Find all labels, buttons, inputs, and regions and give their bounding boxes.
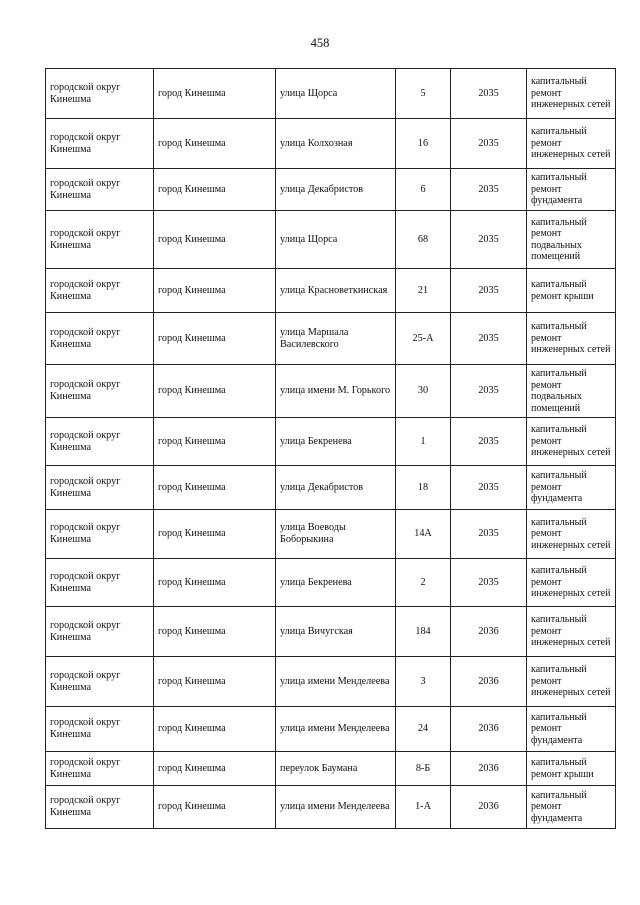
street-cell: улица Щорса — [276, 211, 396, 269]
municipal-district-cell: городской округ Кинешма — [46, 786, 154, 829]
municipal-district-cell: городской округ Кинешма — [46, 752, 154, 786]
work-type-cell: капитальный ремонт инженерных сетей — [527, 510, 616, 559]
table-body — [46, 69, 616, 829]
work-type-cell: капитальный ремонт фундамента — [527, 786, 616, 829]
table-row — [46, 211, 616, 269]
settlement-cell: город Кинешма — [154, 69, 276, 119]
settlement-cell: город Кинешма — [154, 313, 276, 365]
municipal-district-cell: городской округ Кинешма — [46, 466, 154, 510]
street-cell: улица имени Менделеева — [276, 707, 396, 752]
settlement-cell: город Кинешма — [154, 752, 276, 786]
house-number-cell: 25-А — [396, 313, 451, 365]
work-type-cell: капитальный ремонт фундамента — [527, 466, 616, 510]
work-type-cell: капитальный ремонт инженерных сетей — [527, 313, 616, 365]
year-cell: 2035 — [451, 119, 527, 169]
municipal-district-cell: городской округ Кинешма — [46, 69, 154, 119]
year-cell: 2035 — [451, 559, 527, 607]
year-cell: 2035 — [451, 418, 527, 466]
house-number-cell: 24 — [396, 707, 451, 752]
table-row — [46, 466, 616, 510]
house-number-cell: 14А — [396, 510, 451, 559]
house-number-cell: 2 — [396, 559, 451, 607]
municipal-district-cell: городской округ Кинешма — [46, 418, 154, 466]
municipal-district-cell: городской округ Кинешма — [46, 559, 154, 607]
settlement-cell: город Кинешма — [154, 510, 276, 559]
street-cell: улица Колхозная — [276, 119, 396, 169]
settlement-cell: город Кинешма — [154, 269, 276, 313]
house-number-cell: 30 — [396, 365, 451, 418]
house-number-cell: 16 — [396, 119, 451, 169]
work-type-cell: капитальный ремонт инженерных сетей — [527, 119, 616, 169]
table-row — [46, 365, 616, 418]
settlement-cell: город Кинешма — [154, 365, 276, 418]
street-cell: улица Красноветкинская — [276, 269, 396, 313]
settlement-cell: город Кинешма — [154, 169, 276, 211]
year-cell: 2035 — [451, 211, 527, 269]
municipal-district-cell: городской округ Кинешма — [46, 269, 154, 313]
table-row — [46, 69, 616, 119]
year-cell: 2035 — [451, 313, 527, 365]
street-cell: улица имени Менделеева — [276, 786, 396, 829]
work-type-cell: капитальный ремонт подвальных помещений — [527, 211, 616, 269]
year-cell: 2035 — [451, 269, 527, 313]
street-cell: улица Маршала Василевского — [276, 313, 396, 365]
table-row — [46, 119, 616, 169]
year-cell: 2036 — [451, 786, 527, 829]
work-type-cell: капитальный ремонт подвальных помещений — [527, 365, 616, 418]
table-row — [46, 657, 616, 707]
house-number-cell: 1-А — [396, 786, 451, 829]
year-cell: 2036 — [451, 607, 527, 657]
table-row — [46, 607, 616, 657]
settlement-cell: город Кинешма — [154, 559, 276, 607]
year-cell: 2035 — [451, 365, 527, 418]
settlement-cell: город Кинешма — [154, 466, 276, 510]
municipal-district-cell: городской округ Кинешма — [46, 169, 154, 211]
work-type-cell: капитальный ремонт крыши — [527, 752, 616, 786]
table-row — [46, 707, 616, 752]
house-number-cell: 184 — [396, 607, 451, 657]
table-row — [46, 559, 616, 607]
municipal-district-cell: городской округ Кинешма — [46, 365, 154, 418]
street-cell: улица Вичугская — [276, 607, 396, 657]
street-cell: улица Воеводы Боборыкина — [276, 510, 396, 559]
table-row — [46, 510, 616, 559]
municipal-district-cell: городской округ Кинешма — [46, 607, 154, 657]
settlement-cell: город Кинешма — [154, 119, 276, 169]
work-type-cell: капитальный ремонт инженерных сетей — [527, 559, 616, 607]
settlement-cell: город Кинешма — [154, 607, 276, 657]
street-cell: переулок Баумана — [276, 752, 396, 786]
year-cell: 2036 — [451, 752, 527, 786]
street-cell: улица Бекренева — [276, 559, 396, 607]
municipal-district-cell: городской округ Кинешма — [46, 211, 154, 269]
house-number-cell: 5 — [396, 69, 451, 119]
settlement-cell: город Кинешма — [154, 707, 276, 752]
street-cell: улица Бекренева — [276, 418, 396, 466]
house-number-cell: 1 — [396, 418, 451, 466]
street-cell: улица Декабристов — [276, 169, 396, 211]
work-type-cell: капитальный ремонт инженерных сетей — [527, 418, 616, 466]
municipal-district-cell: городской округ Кинешма — [46, 313, 154, 365]
table-row — [46, 313, 616, 365]
work-type-cell: капитальный ремонт крыши — [527, 269, 616, 313]
table-row — [46, 786, 616, 829]
work-type-cell: капитальный ремонт фундамента — [527, 169, 616, 211]
municipal-district-cell: городской округ Кинешма — [46, 657, 154, 707]
table-row — [46, 269, 616, 313]
settlement-cell: город Кинешма — [154, 418, 276, 466]
housing-repair-table — [45, 68, 616, 829]
year-cell: 2035 — [451, 169, 527, 211]
street-cell: улица имени Менделеева — [276, 657, 396, 707]
municipal-district-cell: городской округ Кинешма — [46, 510, 154, 559]
house-number-cell: 21 — [396, 269, 451, 313]
table-row — [46, 752, 616, 786]
year-cell: 2035 — [451, 466, 527, 510]
settlement-cell: город Кинешма — [154, 786, 276, 829]
work-type-cell: капитальный ремонт фундамента — [527, 707, 616, 752]
year-cell: 2035 — [451, 510, 527, 559]
page-number: 458 — [310, 36, 330, 50]
year-cell: 2036 — [451, 657, 527, 707]
municipal-district-cell: городской округ Кинешма — [46, 707, 154, 752]
work-type-cell: капитальный ремонт инженерных сетей — [527, 657, 616, 707]
settlement-cell: город Кинешма — [154, 657, 276, 707]
street-cell: улица имени М. Горького — [276, 365, 396, 418]
house-number-cell: 8-Б — [396, 752, 451, 786]
work-type-cell: капитальный ремонт инженерных сетей — [527, 607, 616, 657]
table-row — [46, 169, 616, 211]
house-number-cell: 6 — [396, 169, 451, 211]
work-type-cell: капитальный ремонт инженерных сетей — [527, 69, 616, 119]
house-number-cell: 3 — [396, 657, 451, 707]
municipal-district-cell: городской округ Кинешма — [46, 119, 154, 169]
settlement-cell: город Кинешма — [154, 211, 276, 269]
table-row — [46, 418, 616, 466]
year-cell: 2035 — [451, 69, 527, 119]
house-number-cell: 68 — [396, 211, 451, 269]
house-number-cell: 18 — [396, 466, 451, 510]
street-cell: улица Щорса — [276, 69, 396, 119]
year-cell: 2036 — [451, 707, 527, 752]
street-cell: улица Декабристов — [276, 466, 396, 510]
